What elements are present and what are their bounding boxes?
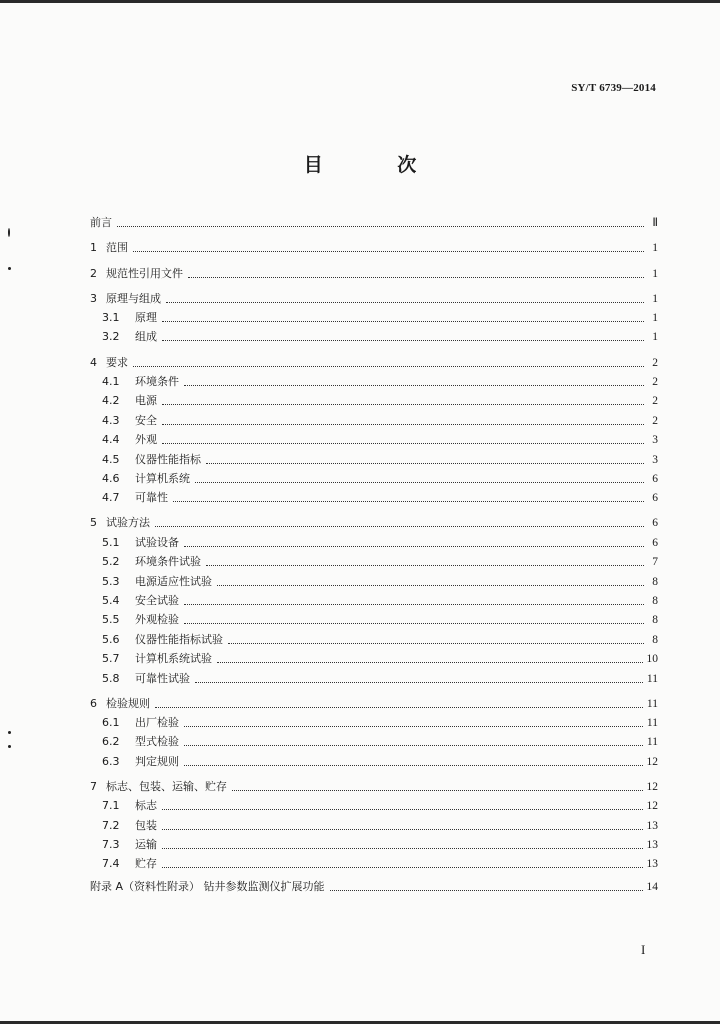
toc-entry-label: 组成 [135, 330, 157, 344]
toc-leader-dots [195, 682, 643, 683]
toc-entry-page: 1 [652, 331, 658, 344]
toc-entry-label: 运输 [135, 838, 157, 852]
toc-entry-label: 包装 [135, 818, 157, 832]
toc-entry [90, 569, 658, 588]
toc-entry [90, 647, 658, 666]
toc-entry-page: 8 [652, 614, 658, 627]
toc-leader-dots [184, 765, 643, 766]
toc-leader-dots [155, 526, 644, 527]
toc-entry-label: 范围 [106, 241, 128, 255]
toc-entry-page: 1 [652, 267, 658, 280]
toc-leader-dots [184, 623, 644, 624]
toc-entry-number: 4.3 [102, 413, 120, 427]
toc-leader-dots [184, 726, 643, 727]
toc-leader-dots [133, 366, 644, 367]
toc-entry-label: 安全 [135, 413, 157, 427]
toc-entry-number: 5.6 [102, 632, 120, 646]
toc-entry [90, 505, 658, 530]
toc-entry-number: 6.2 [102, 735, 120, 749]
toc-entry [90, 486, 658, 505]
toc-entry-label: 环境条件试验 [135, 555, 201, 569]
toc-entry-label: 要求 [106, 355, 128, 369]
toc-leader-dots [133, 251, 644, 252]
toc-entry-number: 5.7 [102, 652, 120, 666]
toc-entry-label: 原理与组成 [106, 291, 161, 305]
toc-leader-dots [217, 585, 644, 586]
toc-entry-number: 5.1 [102, 535, 120, 549]
toc-title: 目 次 [303, 154, 451, 176]
toc-leader-dots [206, 463, 644, 464]
toc-entry [90, 408, 658, 427]
toc-leader-dots [162, 321, 644, 322]
toc-leader-dots [330, 890, 643, 891]
toc-entry [90, 255, 658, 280]
toc-entry-label: 试验设备 [135, 535, 179, 549]
toc-entry [90, 852, 658, 871]
toc-entry-label: 贮存 [135, 857, 157, 871]
toc-entry-page: 13 [646, 819, 658, 832]
toc-entry [90, 589, 658, 608]
toc-entry-page: 1 [652, 292, 658, 305]
toc-entry-page: 11 [646, 716, 658, 729]
toc-entry [90, 428, 658, 447]
toc-leader-dots [184, 604, 644, 605]
toc-entry-number: 3 [90, 291, 97, 305]
toc-entry-number: 4 [90, 355, 97, 369]
toc-entry-label: 标志、包装、运输、贮存 [106, 779, 227, 793]
toc-entry-page: 6 [652, 472, 658, 485]
toc-entry-label: 电源 [135, 394, 157, 408]
toc-entry [90, 711, 658, 730]
toc-entry-page: 2 [652, 375, 658, 388]
toc-leader-dots [162, 443, 644, 444]
scan-speck [8, 228, 10, 237]
toc-entry [90, 306, 658, 325]
toc-entry-page: 8 [652, 594, 658, 607]
toc-entry-page: 7 [652, 556, 658, 569]
toc-entry-page: 11 [646, 672, 658, 685]
toc-entry-page: 11 [646, 736, 658, 749]
toc-entry [90, 370, 658, 389]
toc-entry-label: 原理 [135, 311, 157, 325]
toc-leader-dots [155, 707, 643, 708]
toc-leader-dots [162, 340, 644, 341]
toc-leader-dots [162, 424, 644, 425]
toc-entry-page: 6 [652, 517, 658, 530]
scan-edge-top [0, 0, 720, 3]
toc-leader-dots [162, 829, 643, 830]
toc-entry-number: 4.4 [102, 433, 120, 447]
toc-entry [90, 281, 658, 306]
toc-entry-label: 规范性引用文件 [106, 266, 183, 280]
toc-entry-number: 1 [90, 241, 97, 255]
toc-leader-dots [228, 643, 644, 644]
toc-entry-page: 1 [652, 312, 658, 325]
toc-entry-number: 5.2 [102, 555, 120, 569]
toc-entry-page: 3 [652, 453, 658, 466]
toc-entry-label: 前言 [90, 216, 112, 230]
toc-entry-label: 可靠性试验 [135, 671, 190, 685]
toc-leader-dots [184, 745, 643, 746]
toc-entry-number: 2 [90, 266, 97, 280]
toc-entry-number: 7 [90, 779, 97, 793]
toc-leader-dots [162, 867, 643, 868]
toc-entry [90, 666, 658, 685]
toc-entry-label: 判定规则 [135, 754, 179, 768]
toc-entry-label: 型式检验 [135, 735, 179, 749]
toc-entry [90, 447, 658, 466]
toc-entry [90, 211, 658, 230]
toc-leader-dots [162, 404, 644, 405]
toc-entry-label: 外观检验 [135, 613, 179, 627]
toc-entry-label: 试验方法 [106, 516, 150, 530]
toc-entry-page: 12 [646, 800, 658, 813]
toc-leader-dots [232, 790, 643, 791]
toc-entry-number: 5.4 [102, 593, 120, 607]
toc-entry-label: 计算机系统试验 [135, 652, 212, 666]
toc-entry-page: 3 [652, 434, 658, 447]
toc-leader-dots [206, 565, 644, 566]
toc-entry-label: 外观 [135, 433, 157, 447]
toc-entry-number: 7.2 [102, 818, 120, 832]
toc-entry [90, 530, 658, 549]
toc-entry-number: 5.3 [102, 574, 120, 588]
toc-leader-dots [184, 546, 644, 547]
toc-entry-page: 6 [652, 536, 658, 549]
toc-entry-page: 2 [652, 356, 658, 369]
toc-leader-dots [162, 809, 643, 810]
toc-entry-number: 7.1 [102, 799, 120, 813]
toc-entry-number: 7.3 [102, 838, 120, 852]
toc-entry [90, 389, 658, 408]
table-of-contents [90, 211, 658, 894]
toc-entry [90, 794, 658, 813]
toc-entry-label: 可靠性 [135, 491, 168, 505]
toc-leader-dots [217, 662, 643, 663]
toc-entry-number: 3.2 [102, 330, 120, 344]
toc-entry [90, 813, 658, 832]
toc-entry-number: 4.5 [102, 452, 120, 466]
toc-leader-dots [184, 385, 644, 386]
toc-entry [90, 833, 658, 852]
toc-entry [90, 550, 658, 569]
toc-entry-label: 仪器性能指标 [135, 452, 201, 466]
toc-entry-page: 12 [646, 780, 658, 793]
toc-entry-number: 6.1 [102, 715, 120, 729]
toc-entry-number: 5 [90, 516, 97, 530]
toc-entry-page: 1 [652, 242, 658, 255]
toc-entry-number: 4.6 [102, 471, 120, 485]
toc-entry-number: 4.2 [102, 394, 120, 408]
toc-leader-dots [166, 302, 644, 303]
toc-entry-number: 7.4 [102, 857, 120, 871]
scan-speck [8, 731, 11, 734]
toc-entry [90, 230, 658, 255]
toc-entry-label: 标志 [135, 799, 157, 813]
toc-entry-page: 13 [646, 858, 658, 871]
toc-leader-dots [188, 277, 644, 278]
toc-entry-label: 安全试验 [135, 593, 179, 607]
toc-entry-number: 6 [90, 696, 97, 710]
toc-entry-number: 6.3 [102, 754, 120, 768]
toc-entry-page: 14 [646, 881, 658, 894]
document-code: SY/T 6739—2014 [571, 82, 656, 94]
toc-entry-page: 8 [652, 575, 658, 588]
toc-entry-label: 环境条件 [135, 374, 179, 388]
toc-entry [90, 749, 658, 768]
toc-entry [90, 871, 658, 894]
toc-entry-label: 附录 A（资料性附录） 钻井参数监测仪扩展功能 [90, 880, 325, 894]
page-number: I [641, 942, 646, 957]
toc-entry [90, 325, 658, 344]
toc-entry-number: 3.1 [102, 311, 120, 325]
toc-entry [90, 608, 658, 627]
toc-entry-number: 4.1 [102, 374, 120, 388]
toc-leader-dots [117, 226, 644, 227]
scan-speck [8, 745, 11, 748]
toc-entry-page: 12 [646, 755, 658, 768]
toc-entry-page: 2 [652, 414, 658, 427]
toc-entry-page: 13 [646, 839, 658, 852]
toc-leader-dots [162, 848, 643, 849]
toc-leader-dots [195, 482, 644, 483]
toc-entry-page: Ⅱ [652, 217, 658, 230]
toc-entry [90, 769, 658, 794]
toc-entry-label: 检验规则 [106, 696, 150, 710]
toc-entry [90, 730, 658, 749]
toc-entry-label: 电源适应性试验 [135, 574, 212, 588]
toc-entry-label: 计算机系统 [135, 471, 190, 485]
toc-entry-page: 6 [652, 492, 658, 505]
toc-entry-page: 2 [652, 395, 658, 408]
toc-leader-dots [173, 501, 644, 502]
toc-entry-page: 8 [652, 633, 658, 646]
toc-entry-number: 5.8 [102, 671, 120, 685]
toc-entry-label: 仪器性能指标试验 [135, 632, 223, 646]
toc-entry [90, 627, 658, 646]
scan-speck [8, 267, 11, 270]
toc-entry-page: 10 [646, 653, 658, 666]
toc-entry [90, 467, 658, 486]
toc-entry [90, 686, 658, 711]
toc-entry-label: 出厂检验 [135, 715, 179, 729]
toc-entry [90, 344, 658, 369]
toc-entry-number: 4.7 [102, 491, 120, 505]
toc-entry-number: 5.5 [102, 613, 120, 627]
toc-entry-page: 11 [646, 697, 658, 710]
